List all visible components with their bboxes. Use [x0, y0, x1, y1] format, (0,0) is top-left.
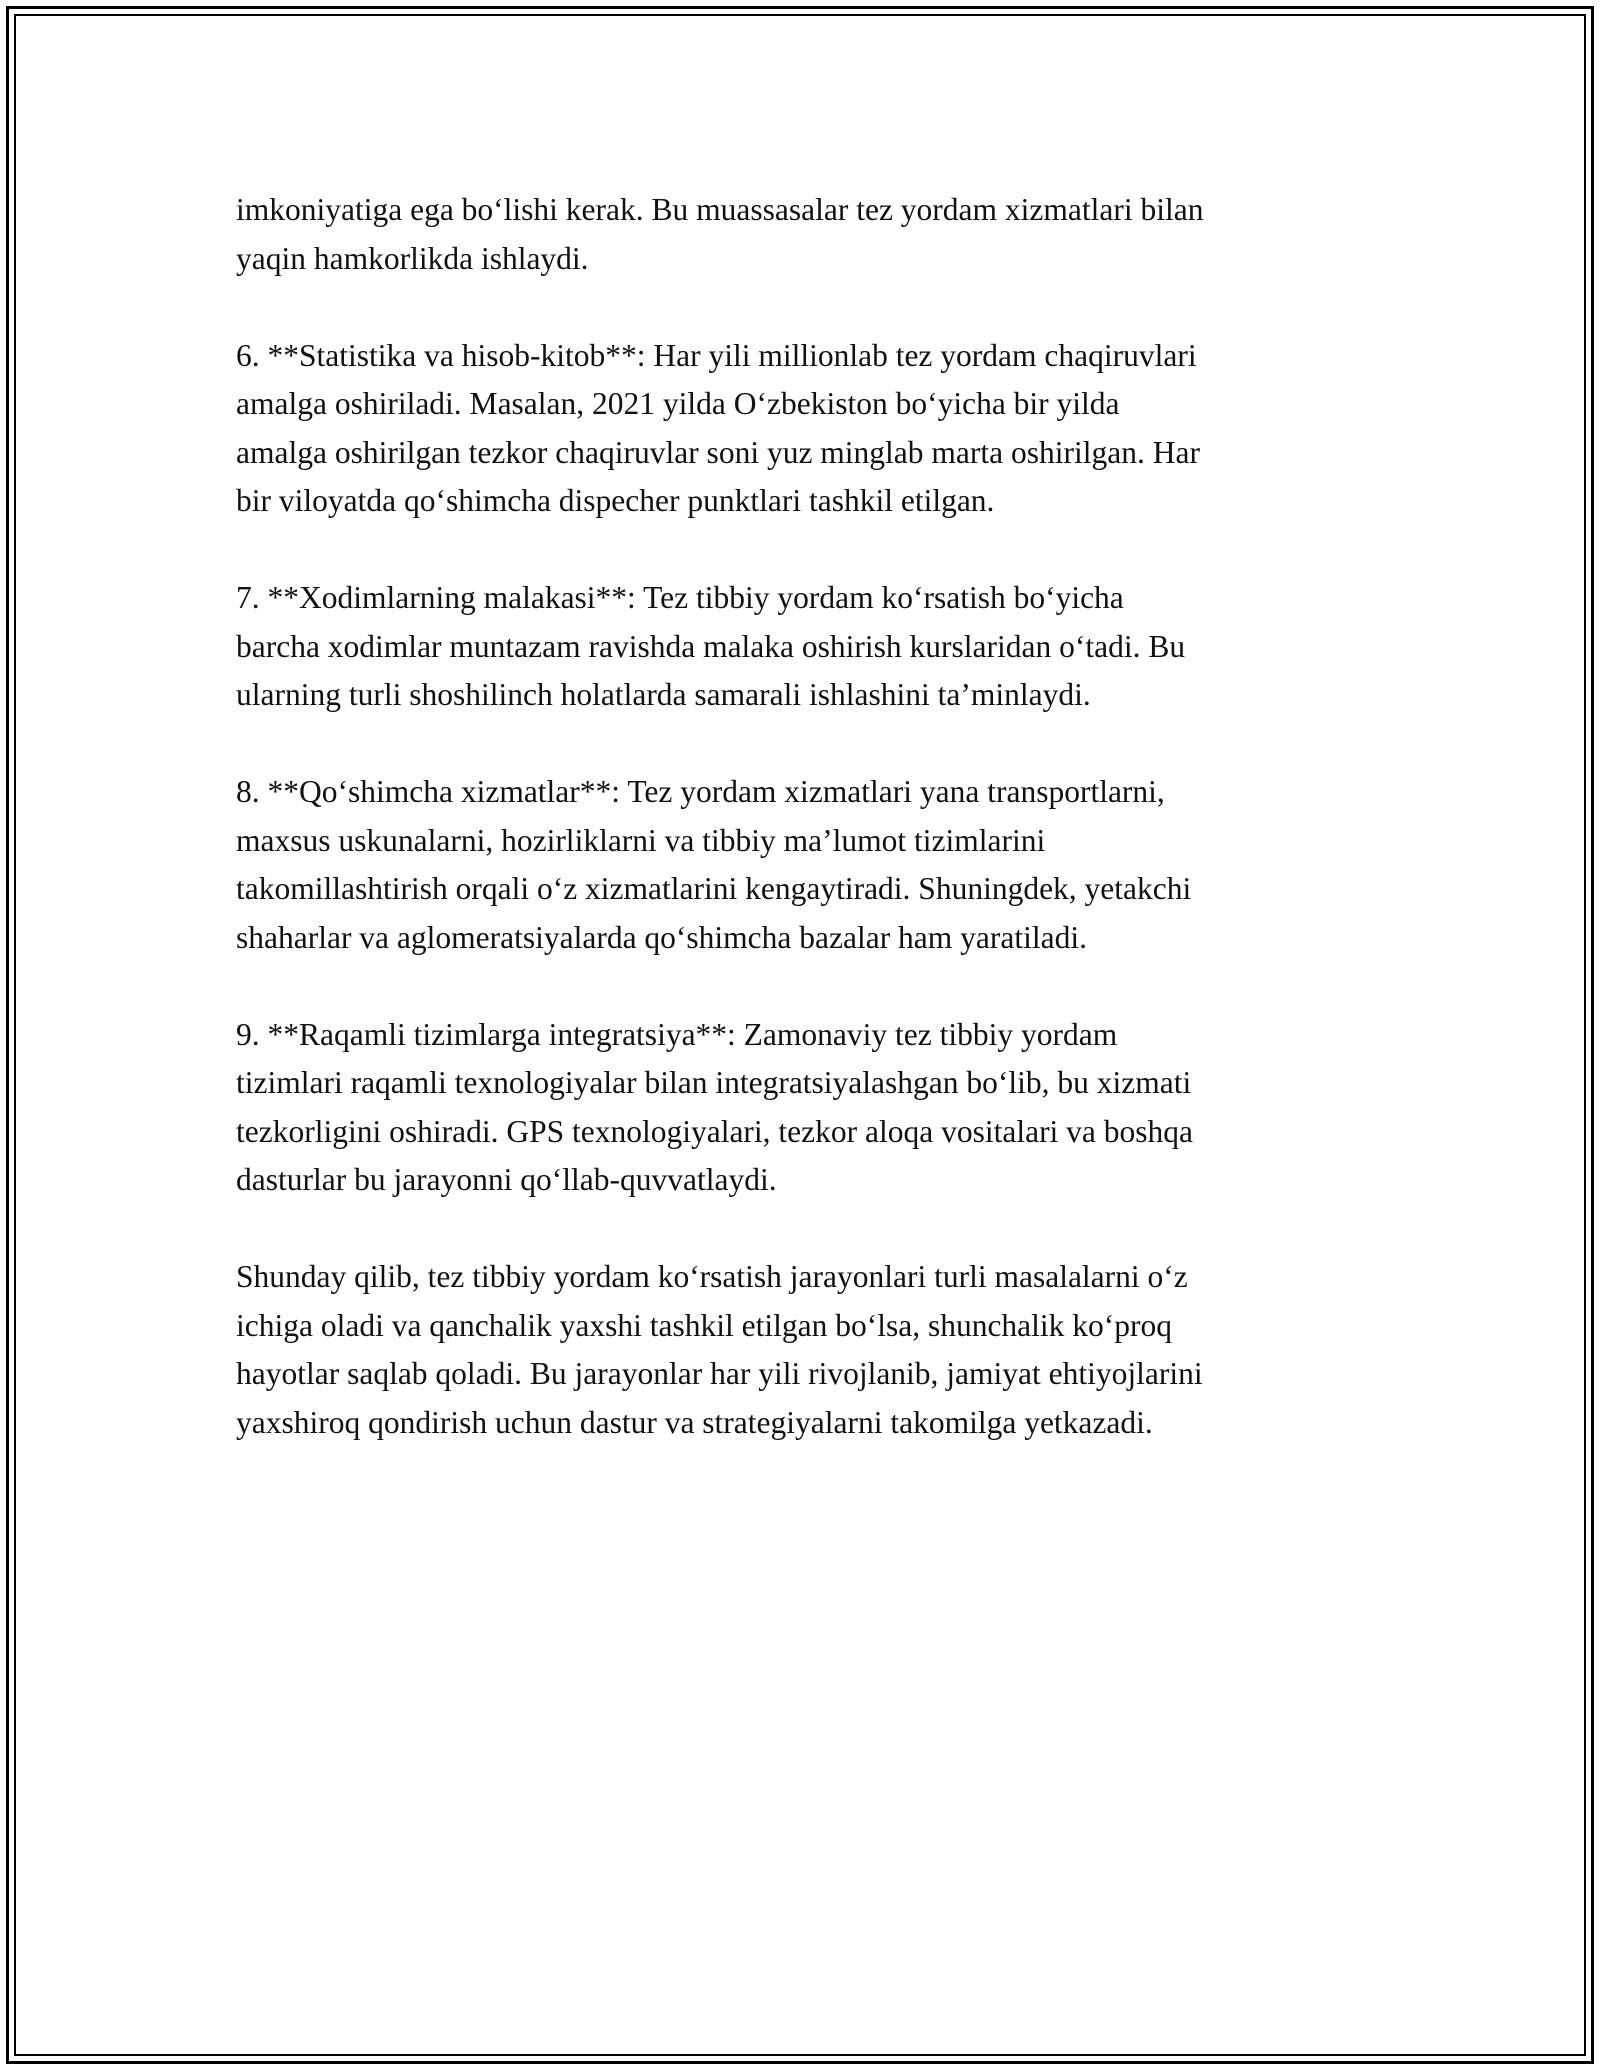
text-line: 8. **Qo‘shimcha xizmatlar**: Tez yordam xizmatlari yana transportlarni,	[236, 774, 1165, 809]
document-body	[236, 186, 1376, 1496]
paragraph-item-7	[236, 574, 1376, 720]
paragraph-conclusion	[236, 1253, 1376, 1447]
paragraph-item-8	[236, 768, 1376, 962]
paragraph-item-9	[236, 1011, 1376, 1205]
text-line: hayotlar saqlab qoladi. Bu jarayonlar har yili rivojlanib, jamiyat ehtiyojlarini	[236, 1356, 1203, 1391]
text-line: takomillashtirish orqali o‘z xizmatlarini kengaytiradi. Shuningdek, yetakchi	[236, 871, 1192, 906]
text-line: ularning turli shoshilinch holatlarda samarali ishlashini ta’minlaydi.	[236, 677, 1091, 712]
text-line: amalga oshirilgan tezkor chaqiruvlar soni yuz minglab marta oshirilgan. Har	[236, 434, 1200, 470]
text-line: tizimlari raqamli texnologiyalar bilan integratsiyalashgan bo‘lib, bu xizmati	[236, 1065, 1192, 1100]
text-line: 6. **Statistika va hisob-kitob**: Har yili millionlab tez yordam chaqiruvlari	[236, 337, 1197, 373]
text-line: yaxshiroq qondirish uchun dastur va strategiyalarni takomilga yetkazadi.	[236, 1404, 1153, 1440]
text-line: 9. **Raqamli tizimlarga integratsiya**: Zamonaviy tez tibbiy yordam	[236, 1016, 1118, 1052]
text-line: yaqin hamkorlikda ishlaydi.	[236, 240, 589, 276]
text-line: amalga oshiriladi. Masalan, 2021 yilda O‘zbekiston bo‘yicha bir yilda	[236, 386, 1120, 421]
text-line: 7. **Xodimlarning malakasi**: Tez tibbiy yordam ko‘rsatish bo‘yicha	[236, 580, 1124, 615]
paragraph-item-6	[236, 332, 1376, 526]
text-line: imkoniyatiga ega bo‘lishi kerak. Bu muassasalar tez yordam xizmatlari bilan	[236, 192, 1204, 227]
text-line: dasturlar bu jarayonni qo‘llab-quvvatlaydi.	[236, 1162, 777, 1197]
text-line: Shunday qilib, tez tibbiy yordam ko‘rsatish jarayonlari turli masalalarni o‘z	[236, 1259, 1188, 1294]
text-line: ichiga oladi va qanchalik yaxshi tashkil etilgan bo‘lsa, shunchalik ko‘proq	[236, 1307, 1173, 1343]
text-line: maxsus uskunalarni, hozirliklarni va tibbiy ma’lumot tizimlarini	[236, 822, 1046, 858]
text-line: barcha xodimlar muntazam ravishda malaka oshirish kurslaridan o‘tadi. Bu	[236, 628, 1186, 664]
paragraph-continuation	[236, 186, 1376, 283]
text-line: bir viloyatda qo‘shimcha dispecher punktlari tashkil etilgan.	[236, 483, 995, 518]
text-line: shaharlar va aglomeratsiyalarda qo‘shimcha bazalar ham yaratiladi.	[236, 919, 1087, 955]
text-line: tezkorligini oshiradi. GPS texnologiyalari, tezkor aloqa vositalari va boshqa	[236, 1113, 1194, 1149]
